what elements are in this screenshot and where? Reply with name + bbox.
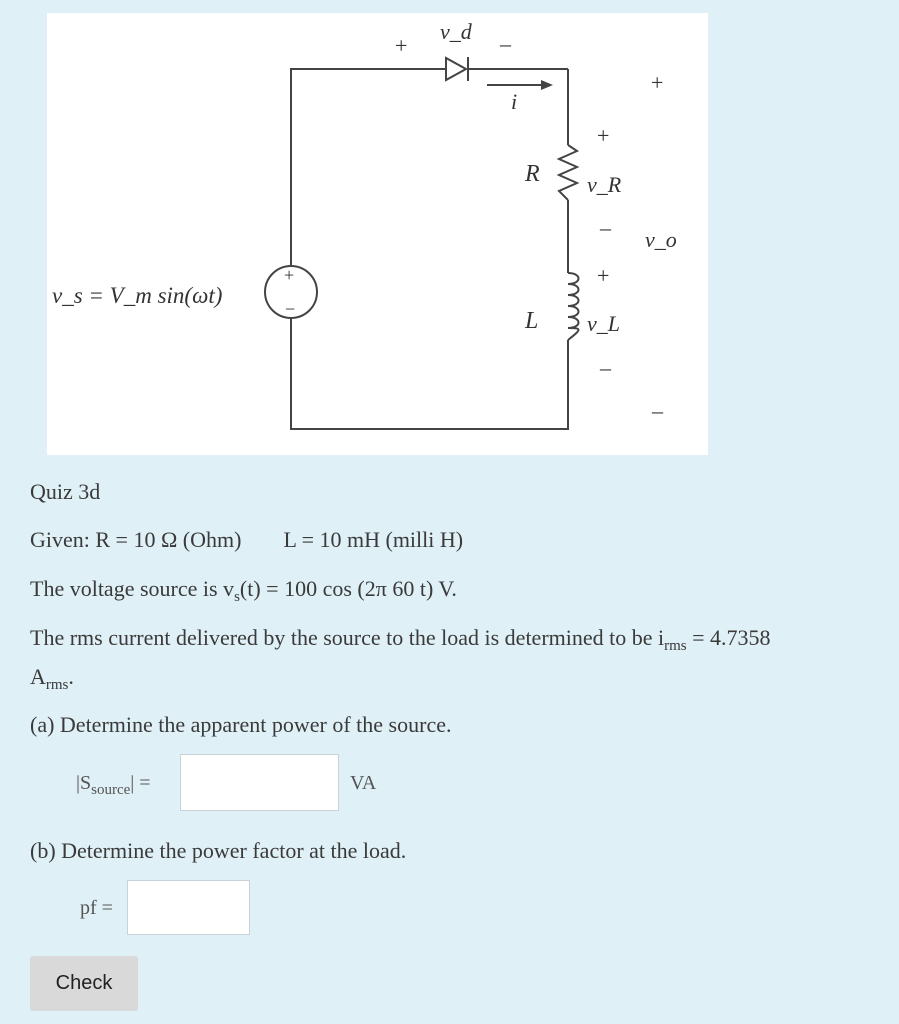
current-arrow-head	[541, 80, 553, 90]
rms-unit: A	[30, 664, 46, 689]
diode-minus-sign: –	[500, 31, 511, 56]
given-inductance: L = 10 mH (milli H)	[283, 527, 464, 552]
rms-sub: rms	[664, 638, 687, 654]
source-minus-sign: −	[285, 299, 296, 319]
given-line	[30, 527, 463, 553]
rms-unit-sub: rms	[45, 677, 69, 693]
quiz-title: Quiz 3d	[30, 479, 101, 504]
part-a-question: (a) Determine the apparent power of the source.	[30, 712, 452, 737]
inductor-voltage-label: v_L	[587, 311, 620, 336]
output-minus-sign: –	[652, 398, 663, 423]
inductor-symbol	[568, 273, 579, 340]
s-source-label	[76, 772, 151, 798]
current-label: i	[511, 89, 518, 114]
rms-statement	[30, 625, 771, 654]
apparent-power-input[interactable]	[180, 754, 339, 811]
source-prefix: The voltage source is v	[30, 576, 235, 601]
s-label-prefix: |S	[76, 772, 92, 794]
circuit-svg	[47, 13, 708, 455]
power-factor-input[interactable]	[127, 880, 250, 935]
check-button[interactable]: Check	[30, 956, 138, 1011]
diode-voltage-label: v_d	[440, 19, 472, 44]
diode-plus-sign: +	[395, 33, 408, 58]
source-plus-sign: +	[284, 265, 295, 285]
output-voltage-label: v_o	[645, 227, 677, 252]
part-b-question: (b) Determine the power factor at the load.	[30, 838, 407, 863]
source-statement	[30, 576, 457, 605]
rms-prefix: The rms current delivered by the source to the load is determined to be i	[30, 625, 665, 650]
source-equation: v_s = V_m sin(ωt)	[52, 283, 223, 308]
resistor-symbol	[559, 145, 577, 200]
power-factor-label: pf =	[80, 897, 113, 919]
resistor-plus-sign: +	[597, 123, 610, 148]
diode-triangle	[446, 58, 466, 80]
inductor-minus-sign: –	[600, 355, 611, 380]
s-label-sub: source	[91, 782, 131, 798]
circuit-diagram	[47, 13, 708, 455]
rms-end: .	[68, 664, 74, 689]
output-plus-sign: +	[651, 70, 664, 95]
given-resistance: Given: R = 10 Ω (Ohm)	[30, 527, 242, 552]
wire-right-lower	[291, 318, 568, 429]
rms-unit-line	[30, 664, 74, 693]
source-sub: s	[234, 589, 240, 605]
s-label-suffix: | =	[130, 772, 151, 794]
resistor-minus-sign: –	[600, 215, 611, 240]
resistor-voltage-label: v_R	[587, 172, 622, 197]
inductor-letter: L	[525, 308, 539, 334]
apparent-power-unit: VA	[350, 772, 377, 794]
source-suffix: (t) = 100 cos (2π 60 t) V.	[239, 576, 457, 601]
rms-value: = 4.7358	[686, 625, 771, 650]
inductor-plus-sign: +	[597, 263, 610, 288]
wire-left	[291, 69, 444, 266]
resistor-letter: R	[525, 161, 540, 187]
